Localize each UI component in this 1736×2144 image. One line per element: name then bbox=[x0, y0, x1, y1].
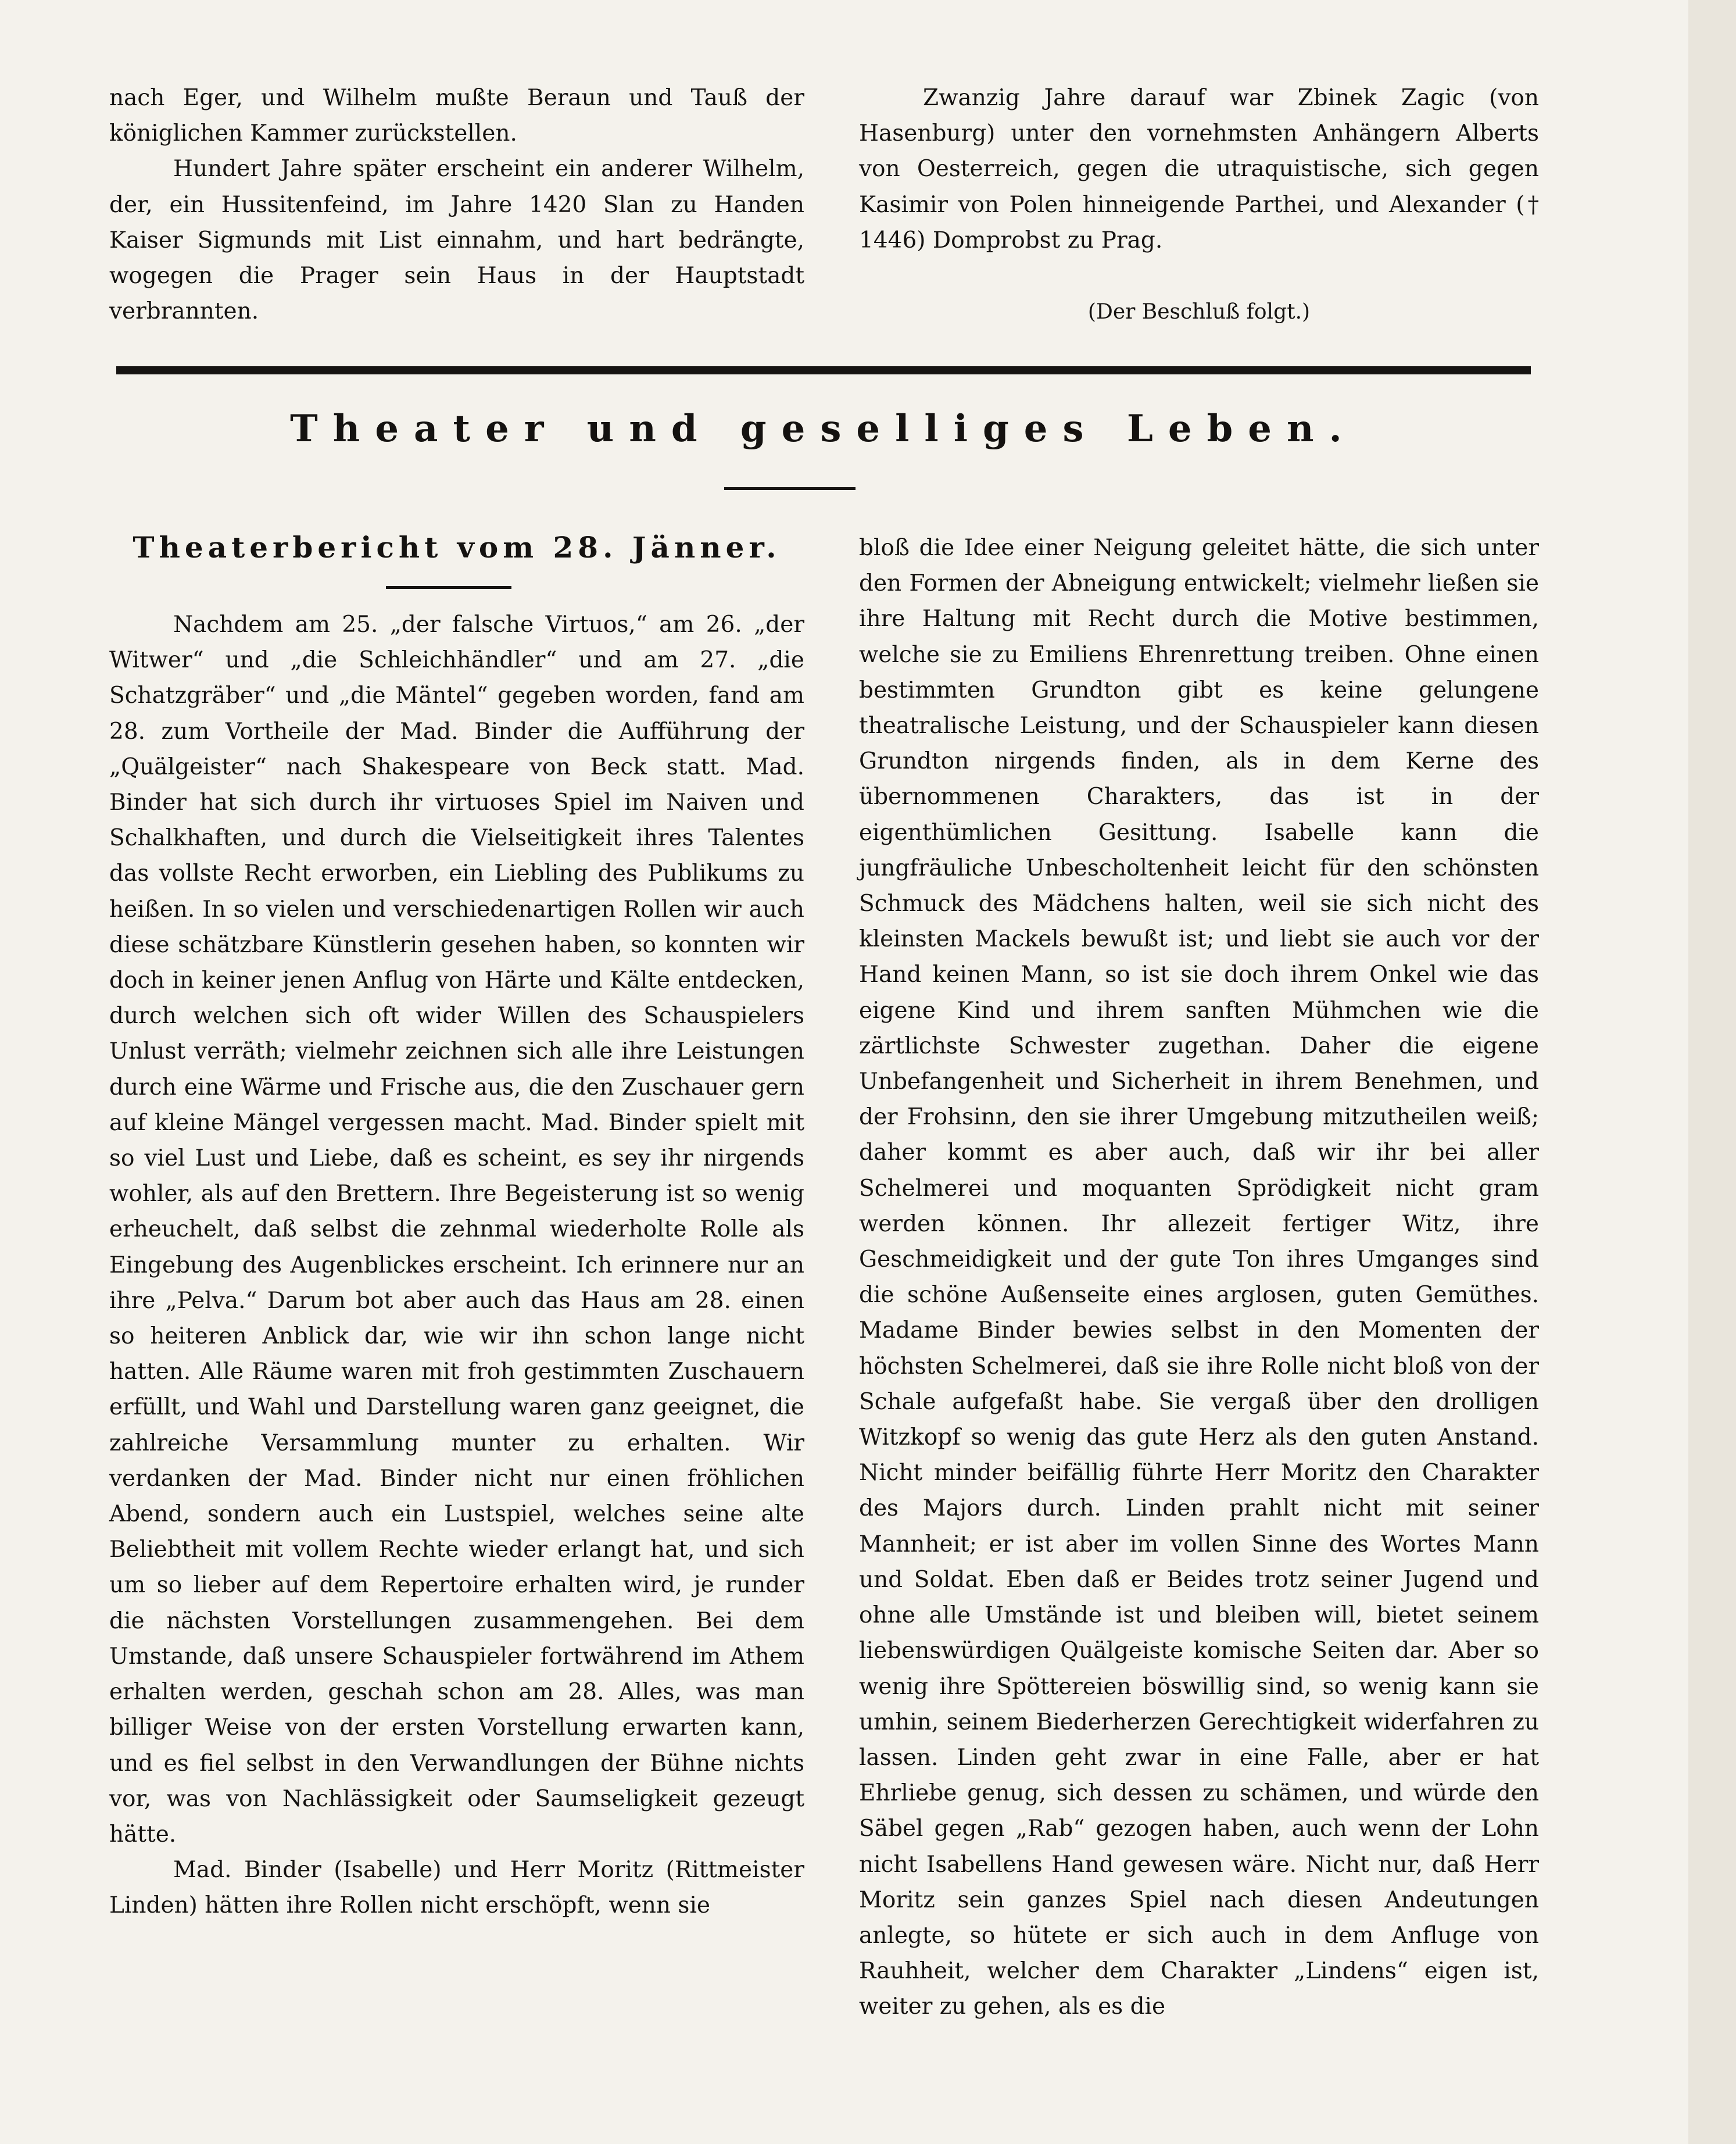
previous-article-continuation-left bbox=[109, 80, 804, 329]
section-title-underline bbox=[724, 487, 856, 490]
paragraph: Hundert Jahre später erscheint ein anderer Wilhelm, der, ein Hussitenfeind, im Jahre 1420 Slan zu Handen Kaiser Sigmunds mit List einnahm, und hart bedrängte, wogegen die Prager sein Haus in der Hauptstadt verbrannten. bbox=[109, 156, 804, 325]
section-divider-rule bbox=[116, 366, 1531, 374]
paragraph: Mad. Binder (Isabelle) und Herr Moritz (Rittmeister Linden) hätten ihre Rollen nicht erschöpft, wenn sie bbox=[109, 1857, 804, 1919]
article-column-left bbox=[109, 607, 804, 1924]
paragraph: Nachdem am 25. „der falsche Virtuos,“ am 26. „der Witwer“ und „die Schleichhändler“ und am 27. „die Schatzgräber“ und „die Mäntel“ gegeben worden, fand am 28. zum Vortheile der Mad. Binder die Aufführung der „Quälgeister“ nach Shakespeare von Beck statt. Mad. Binder hat sich durch ihr virtuoses Spiel im Naiven und Schalkhaften, und durch die Vielseitigkeit ihres Talentes das vollste Recht erworben, ein Liebling des Publikums zu heißen. In so vielen und verschiedenartigen Rollen wir auch diese schätzbare Künstlerin gesehen haben, so konnten wir doch in keiner jenen Anflug von Härte und Kälte entdecken, durch welchen sich oft wider Willen des Schauspielers Unlust verräth; vielmehr zeichnen sich alle ihre Leistungen durch eine Wärme und Frische aus, die den Zuschauer gern auf kleine Mängel vergessen macht. Mad. Binder spielt mit so viel Lust und Liebe, daß es scheint, es sey ihr nirgends wohler, als auf den Brettern. Ihre Begeisterung ist so wenig erheuchelt, daß selbst die zehnmal wiederholte Rolle als Eingebung des Augenblickes erscheint. Ich erinnere nur an ihre „Pelva.“ Darum bot aber auch das Haus am 28. einen so heiteren Anblick dar, wie wir ihn schon lange nicht hatten. Alle Räume waren mit froh gestimmten Zuschauern erfüllt, und Wahl und Darstellung waren ganz geeignet, die zahlreiche Versammlung munter zu erhalten. Wir verdanken der Mad. Binder nicht nur einen fröhlichen Abend, sondern auch ein Lustspiel, welches seine alte Beliebtheit mit vollem Rechte wieder erlangt hat, und sich um so lieber auf dem Repertoire erhalten wird, je runder die nächsten Vorstellungen zusammengehen. Bei dem Umstande, daß unsere Schauspieler fortwährend im Athem erhalten werden, geschah schon am 28. Alles, was man billiger Weise von der ersten Vorstellung erwarten kann, und es fiel selbst in den Verwandlungen der Bühne nichts vor, was von Nachlässigkeit oder Saumseligkeit gezeugt hätte. bbox=[109, 612, 804, 1848]
article-title-underline bbox=[386, 586, 511, 589]
continuation-note: (Der Beschluß folgt.) bbox=[1087, 300, 1311, 324]
article-column-right bbox=[859, 530, 1539, 2025]
previous-article-continuation-right bbox=[859, 80, 1539, 258]
article-title: Theaterbericht vom 28. Jänner. bbox=[133, 530, 781, 564]
section-title: Theater und geselliges Leben. bbox=[290, 407, 1357, 451]
paragraph: Zwanzig Jahre darauf war Zbinek Zagic (von Hasenburg) unter den vornehmsten Anhängern Alberts von Oesterreich, gegen die utraquistische, sich gegen Kasimir von Polen hinneigende Parthei, und Alexander († 1446) Domprobst zu Prag. bbox=[859, 85, 1539, 253]
paragraph: nach Eger, und Wilhelm mußte Beraun und Tauß der königlichen Kammer zurückstellen. bbox=[109, 85, 804, 147]
paragraph: bloß die Idee einer Neigung geleitet hätte, die sich unter den Formen der Abneigung entwickelt; vielmehr ließen sie ihre Haltung mit Recht durch die Motive bestimmen, welche sie zu Emiliens Ehrenrettung treiben. Ohne einen bestimmten Grundton gibt es keine gelungene theatralische Leistung, und der Schauspieler kann diesen Grundton nirgends finden, als in dem Kerne des übernommenen Charakters, das ist in der eigenthümlichen Gesittung. Isabelle kann die jungfräuliche Unbescholtenheit leicht für den schönsten Schmuck des Mädchens halten, weil sie sich nicht des kleinsten Mackels bewußt ist; und liebt sie auch vor der Hand keinen Mann, so ist sie doch ihrem Onkel wie das eigene Kind und ihrem sanften Mühmchen wie die zärtlichste Schwester zugethan. Daher die eigene Unbefangenheit und Sicherheit in ihrem Benehmen, und der Frohsinn, den sie ihrer Umgebung mitzutheilen weiß; daher kommt es aber auch, daß wir ihr bei aller Schelmerei und moquanten Sprödigkeit nicht gram werden können. Ihr allezeit fertiger Witz, ihre Geschmeidigkeit und der gute Ton ihres Umganges sind die schöne Außenseite eines arglosen, guten Gemüthes. Madame Binder bewies selbst in den Momenten der höchsten Schelmerei, daß sie ihre Rolle nicht bloß von der Schale aufgefaßt habe. Sie vergaß über den drolligen Witzkopf so wenig das gute Herz als den guten Anstand. Nicht minder beifällig führte Herr Moritz den Charakter des Majors durch. Linden prahlt nicht mit seiner Mannheit; er ist aber im vollen Sinne des Wortes Mann und Soldat. Eben daß er Beides trotz seiner Jugend und ohne alle Umstände ist und bleiben will, bietet seinem liebenswürdigen Quälgeiste komische Seiten dar. Aber so wenig ihre Spöttereien böswillig sind, so wenig kann sie umhin, seinem Biederherzen Gerechtigkeit widerfahren zu lassen. Linden geht zwar in eine Falle, aber er hat Ehrliebe genug, sich dessen zu schämen, und würde den Säbel gegen „Rab“ gezogen haben, auch wenn der Lohn nicht Isabellens Hand gewesen wäre. Nicht nur, daß Herr Moritz sein ganzes Spiel nach diesen Andeutungen anlegte, so hütete er sich auch in dem Anfluge von Rauhheit, welcher dem Charakter „Lindens“ eigen ist, weiter zu gehen, als es die bbox=[859, 535, 1539, 2020]
